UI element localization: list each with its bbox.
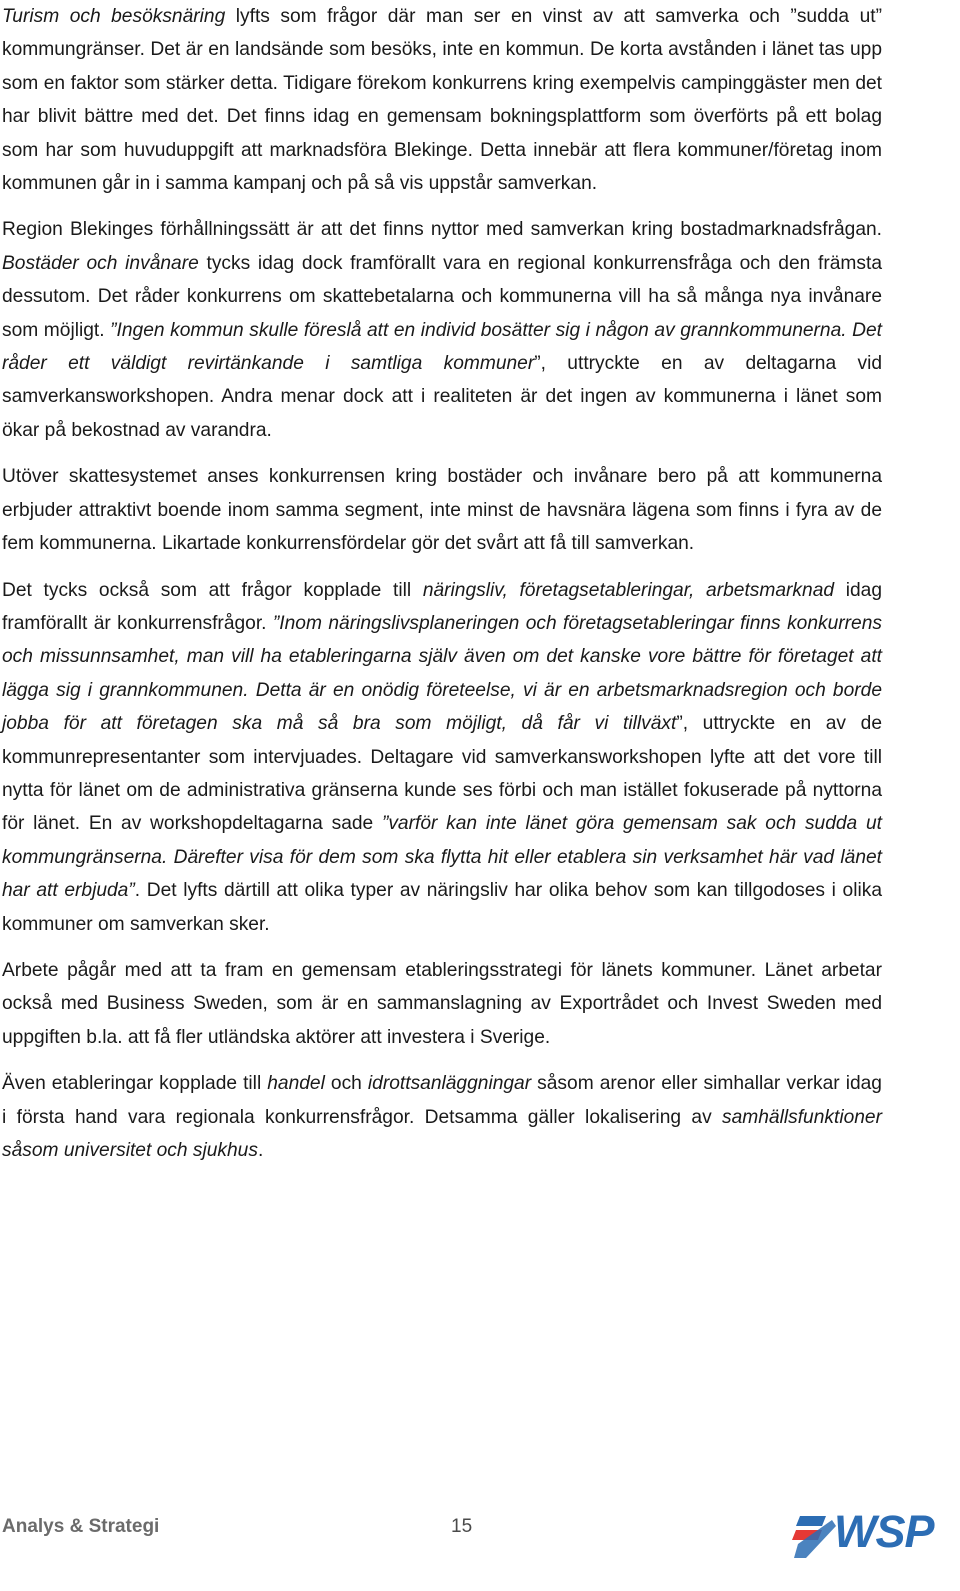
- footer-label: Analys & Strategi: [2, 1516, 160, 1537]
- page-number: 15: [451, 1516, 473, 1537]
- paragraph: [2, 1067, 882, 1167]
- paragraph: [2, 213, 882, 447]
- text-run: Även etableringar kopplade till: [2, 1073, 268, 1095]
- text-run: Arbete pågår med att ta fram en gemensam etableringsstrategi för länets kommuner. Länet arbetar också med Business Sweden, som är en sammanslagning av Exportrådet och Invest Sweden med uppgiften b.la. att få fler utländska aktörer att investera i Sverige.: [2, 959, 882, 1048]
- wsp-logo: [792, 1506, 947, 1562]
- page-footer: [2, 1506, 947, 1562]
- text-run: ”, uttryckte en av deltagarna vid samverkansworkshopen. Andra menar dock att i realiteten är det ingen av kommunerna i länet som ökar på bekostnad av varandra.: [2, 353, 882, 441]
- italic-text-run: ”Ingen kommun skulle föreslå att en individ bosätter sig i någon av grannkommunerna. Det råder ett väldigt revirtänkande i samtliga kommuner: [2, 319, 883, 375]
- italic-text-run: ”Inom näringslivsplaneringen och företagsetableringar finns konkurrens och missunnsamhet, man vill ha etableringarna själv även om det kanske vore bättre för företaget att lägga sig i grannkommunen. Detta är en onödig företeelse, vi är en arbetsmarknadsregion och borde jobba för att företagen ska må så bra som möjligt, då får vi tillväxt: [2, 612, 882, 735]
- italic-text-run: samhällsfunktioner såsom universitet och sjukhus: [2, 1106, 882, 1161]
- italic-text-run: näringsliv, företagsetableringar, arbetsmarknad: [422, 579, 835, 601]
- text-run: . Det lyfts därtill att olika typer av näringsliv har olika behov som kan tillgodoses i olika kommuner om samverkan sker.: [2, 880, 882, 935]
- text-run: lyfts som frågor där man ser en vinst av att samverka och ”sudda ut” kommungränser. Det är en landsände som besöks, inte en kommun. De korta avstånden i länet tas upp som en faktor som stärker detta. Tidigare förekom konkurrens kring exempelvis campinggäster men det har blivit bättre med det. Det finns idag en gemensam bokningsplattform som överförts på ett bolag som har som huvuduppgift att marknadsföra Blekinge. Detta innebär att flera kommuner/företag inom kommunen går in i samma kampanj och på så vis uppstår samverkan.: [2, 6, 882, 195]
- paragraph: [2, 0, 882, 200]
- italic-text-run: idrottsanläggningar: [367, 1073, 532, 1095]
- text-run: och: [324, 1073, 368, 1095]
- paragraph: [2, 954, 882, 1054]
- text-run: tycks idag dock framförallt vara en regional konkurrensfråga och den främsta dessutom. Det råder konkurrens om skattebetalarna och kommunerna vill ha så många nya invånare som möjligt.: [2, 252, 882, 341]
- text-run: Region Blekinges förhållningssätt är att det finns nyttor med samverkan kring bostadmarknadsfrågan.: [2, 219, 882, 241]
- paragraph: [2, 574, 882, 941]
- paragraph: [2, 460, 882, 560]
- wsp-logo-mark-icon: [792, 1512, 840, 1562]
- italic-text-run: Bostäder och invånare: [2, 252, 199, 274]
- text-run: såsom arenor eller simhallar verkar idag i första hand vara regionala konkurrensfrågor. Detsamma gäller lokalisering av: [2, 1073, 882, 1128]
- text-run: idag framförallt är konkurrensfrågor.: [2, 579, 882, 634]
- text-run: .: [257, 1140, 264, 1161]
- text-run: ”, uttryckte en av de kommunrepresentanter som intervjuades. Deltagare vid samverkansworkshopen lyfte att det vore till nytta för länet om de administrativa gränserna kunde ses förbi och man istället fokuserade på nyttorna för länet. En av workshopdeltagarna sade: [2, 713, 882, 835]
- wsp-logo-text: WSP: [834, 1506, 934, 1557]
- italic-text-run: Turism och besöksnäring: [2, 6, 226, 27]
- text-run: Utöver skattesystemet anses konkurrensen kring bostäder och invånare bero på att kommunerna erbjuder attraktivt boende inom samma segment, inte minst de havsnära lägena som finns i fyra av de fem kommunerna. Likartade konkurrensfördelar gör det svårt att få till samverkan.: [2, 466, 882, 555]
- document-body: [2, 0, 882, 1180]
- italic-text-run: ”varför kan inte länet göra gemensam sak och sudda ut kommungränserna. Därefter visa för dem som ska flytta hit eller etablera sin verksamhet här vad länet har att erbjuda”: [2, 813, 882, 902]
- text-run: Det tycks också som att frågor kopplade till: [2, 579, 423, 601]
- italic-text-run: handel: [267, 1073, 325, 1095]
